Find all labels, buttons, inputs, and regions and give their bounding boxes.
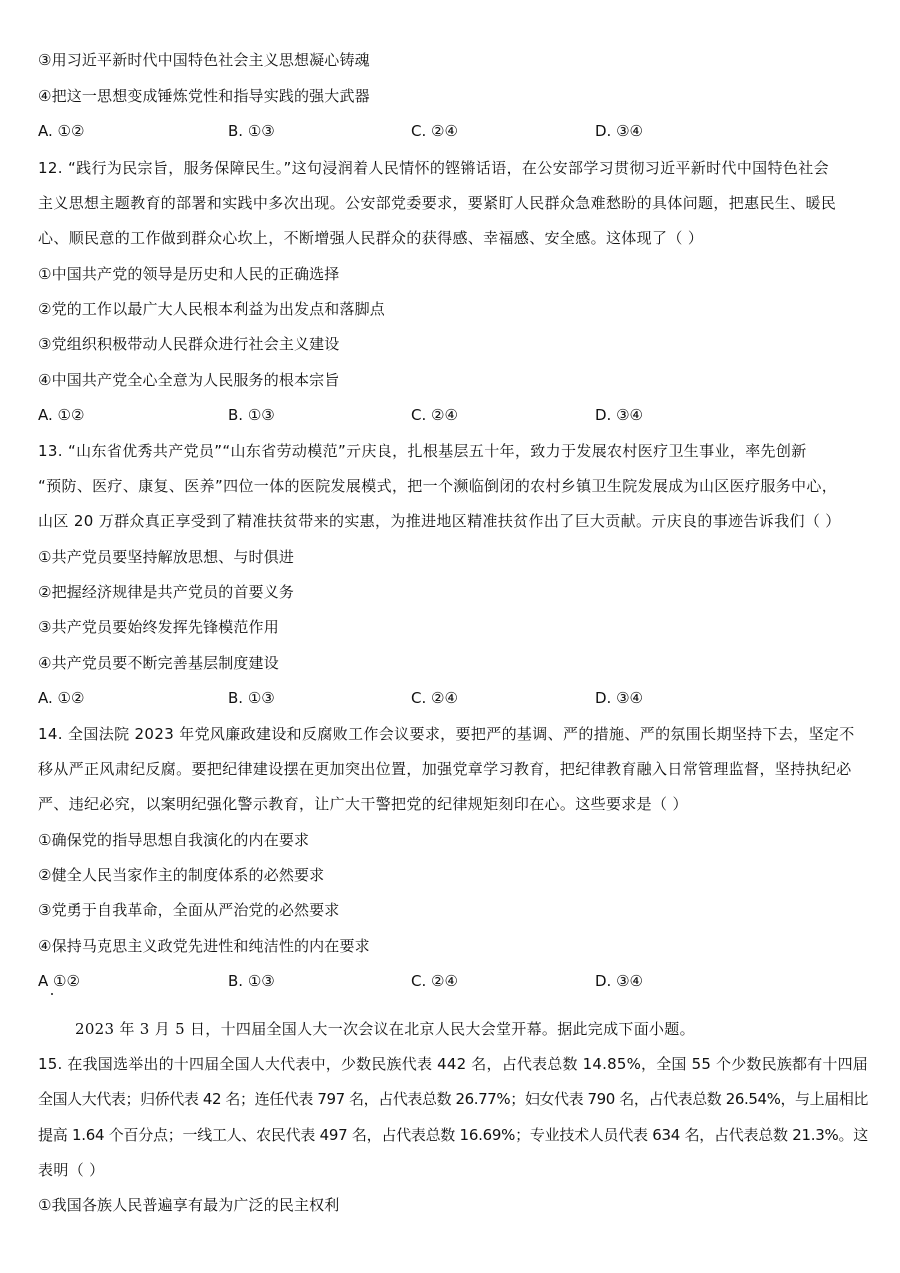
q13-stem-line-1: 13. “山东省优秀共产党员”“山东省劳动模范”亓庆良，扎根基层五十年，致力于发展农村医疗卫生事业，率先创新 bbox=[38, 442, 807, 460]
q14-option-c[interactable]: C. ②④ bbox=[411, 972, 458, 990]
q11-option-d[interactable]: D. ③④ bbox=[595, 122, 643, 140]
q14-item-2: ②健全人民当家作主的制度体系的必然要求 bbox=[38, 866, 325, 884]
q13-option-d[interactable]: D. ③④ bbox=[595, 689, 643, 707]
q12-option-b[interactable]: B. ①③ bbox=[228, 406, 275, 424]
q12-option-a[interactable]: A. ①② bbox=[38, 406, 85, 424]
q11-option-a[interactable]: A. ①② bbox=[38, 122, 85, 140]
q14-item-3: ③党勇于自我革命，全面从严治党的必然要求 bbox=[38, 901, 340, 919]
q12-options bbox=[38, 405, 858, 425]
q11-options bbox=[38, 121, 858, 141]
q11-option-c[interactable]: C. ②④ bbox=[411, 122, 458, 140]
q15-stem-line-1: 15. 在我国选举出的十四届全国人大代表中，少数民族代表 442 名，占代表总数 14.85%，全国 55 个少数民族都有十四届 bbox=[38, 1055, 868, 1073]
q12-item-3: ③党组织积极带动人民群众进行社会主义建设 bbox=[38, 335, 340, 353]
q13-item-4: ④共产党员要不断完善基层制度建设 bbox=[38, 654, 279, 672]
q13-options bbox=[38, 688, 858, 708]
q14-item-4: ④保持马克思主义政党先进性和纯洁性的内在要求 bbox=[38, 937, 370, 955]
q12-item-4: ④中国共产党全心全意为人民服务的根本宗旨 bbox=[38, 371, 340, 389]
q12-item-2: ②党的工作以最广大人民根本利益为出发点和落脚点 bbox=[38, 300, 385, 318]
material-intro: 2023 年 3 月 5 日，十四届全国人大一次会议在北京人民大会堂开幕。据此完成下面小题。 bbox=[75, 1020, 695, 1038]
q12-option-c[interactable]: C. ②④ bbox=[411, 406, 458, 424]
q12-option-d[interactable]: D. ③④ bbox=[595, 406, 643, 424]
q14-options bbox=[38, 971, 858, 991]
q13-stem-line-3: 山区 20 万群众真正享受到了精准扶贫带来的实惠，为推进地区精准扶贫作出了巨大贡献。亓庆良的事迹告诉我们（ ） bbox=[38, 512, 841, 530]
q15-item-1: ①我国各族人民普遍享有最为广泛的民主权利 bbox=[38, 1196, 340, 1214]
q11-option-b[interactable]: B. ①③ bbox=[228, 122, 275, 140]
q14-option-a[interactable]: A ①② bbox=[38, 972, 80, 990]
q11-item-4: ④把这一思想变成锤炼党性和指导实践的强大武器 bbox=[38, 87, 370, 105]
q13-item-1: ①共产党员要坚持解放思想、与时俱进 bbox=[38, 548, 294, 566]
q12-item-1: ①中国共产党的领导是历史和人民的正确选择 bbox=[38, 265, 340, 283]
q14-item-1: ①确保党的指导思想自我演化的内在要求 bbox=[38, 831, 310, 849]
q11-item-3: ③用习近平新时代中国特色社会主义思想凝心铸魂 bbox=[38, 51, 370, 69]
q15-stem-line-4: 表明（ ） bbox=[38, 1161, 105, 1179]
q15-stem-line-2: 全国人大代表；归侨代表 42 名；连任代表 797 名，占代表总数 26.77%；妇女代表 790 名，占代表总数 26.54%，与上届相比 bbox=[38, 1090, 868, 1108]
q13-item-2: ②把握经济规律是共产党员的首要义务 bbox=[38, 583, 294, 601]
q14-stem-line-3: 严、违纪必究，以案明纪强化警示教育，让广大干警把党的纪律规矩刻印在心。这些要求是（ ） bbox=[38, 795, 688, 813]
q13-item-3: ③共产党员要始终发挥先锋模范作用 bbox=[38, 618, 279, 636]
q13-option-a[interactable]: A. ①② bbox=[38, 689, 85, 707]
q14-option-b[interactable]: B. ①③ bbox=[228, 972, 275, 990]
q14-stem-line-1: 14. 全国法院 2023 年党风廉政建设和反腐败工作会议要求，要把严的基调、严的措施、严的氛围长期坚持下去，坚定不 bbox=[38, 725, 855, 743]
q12-stem-line-1: 12. “践行为民宗旨，服务保障民生。”这句浸润着人民情怀的铿锵话语，在公安部学习贯彻习近平新时代中国特色社会 bbox=[38, 159, 829, 177]
q12-stem-line-3: 心、顺民意的工作做到群众心坎上，不断增强人民群众的获得感、幸福感、安全感。这体现了（ ） bbox=[38, 229, 704, 247]
stray-mark bbox=[51, 993, 53, 995]
q13-stem-line-2: “预防、医疗、康复、医养”四位一体的医院发展模式，把一个濒临倒闭的农村乡镇卫生院发展成为山区医疗服务中心， bbox=[38, 477, 838, 495]
q15-stem-line-3: 提高 1.64 个百分点；一线工人、农民代表 497 名，占代表总数 16.69%；专业技术人员代表 634 名，占代表总数 21.3%。这 bbox=[38, 1126, 868, 1144]
q13-option-b[interactable]: B. ①③ bbox=[228, 689, 275, 707]
q12-stem-line-2: 主义思想主题教育的部署和实践中多次出现。公安部党委要求，要紧盯人民群众急难愁盼的具体问题，把惠民生、暖民 bbox=[38, 194, 837, 212]
q14-stem-line-2: 移从严正风肃纪反腐。要把纪律建设摆在更加突出位置，加强党章学习教育，把纪律教育融入日常管理监督，坚持执纪必 bbox=[38, 760, 852, 778]
q13-option-c[interactable]: C. ②④ bbox=[411, 689, 458, 707]
q14-option-d[interactable]: D. ③④ bbox=[595, 972, 643, 990]
